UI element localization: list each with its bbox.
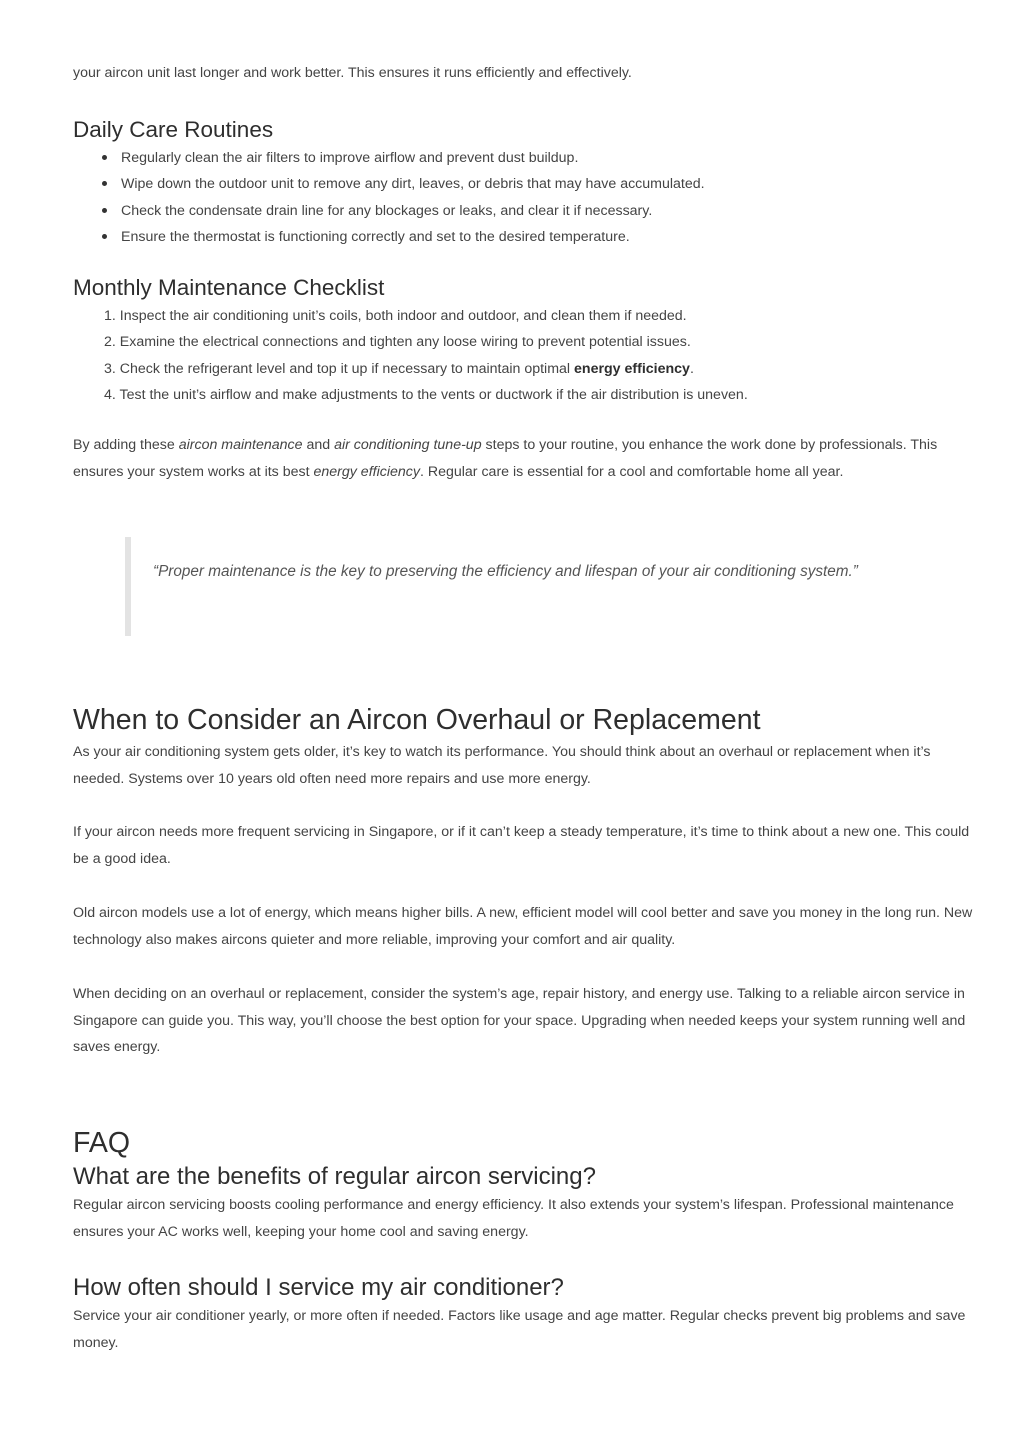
list-item: [73, 356, 978, 382]
summary-text-3: steps to your routine, you enhance the work done by professionals. This ensures your system works at its best: [73, 437, 938, 480]
quote-text: “Proper maintenance is the key to preserving the efficiency and lifespan of your air conditioning system.”: [153, 563, 858, 580]
faq-heading: FAQ: [73, 1127, 131, 1159]
overhaul-paragraph: As your air conditioning system gets older, it’s key to watch its performance. You should think about an overhaul or replacement when it’s needed. Systems over 10 years old often need more repairs and use more energy.: [73, 744, 931, 787]
summary-emphasis-1: aircon maintenance: [178, 437, 303, 453]
list-item: 1. Inspect the air conditioning unit’s coils, both indoor and outdoor, and clean them if needed.: [104, 308, 687, 324]
list-item-end: .: [689, 360, 694, 377]
faq-question: What are the benefits of regular aircon servicing?: [73, 1163, 596, 1190]
overhaul-paragraph: Old aircon models use a lot of energy, which means higher bills. A new, efficient model will cool better and save you money in the long run. New technology also makes aircons quieter and more reliable, improving your comfort and air quality.: [73, 905, 973, 948]
energy-efficiency-bold: energy efficiency: [574, 360, 690, 377]
monthly-checklist-list: [73, 303, 978, 408]
summary-text-4: . Regular care is essential for a cool and comfortable home all year.: [419, 463, 844, 480]
list-item-text: 3. Check the refrigerant level and top it up if necessary to maintain optimal: [104, 360, 575, 377]
summary-emphasis-3: energy efficiency: [313, 463, 420, 480]
list-item: Wipe down the outdoor unit to remove any dirt, leaves, or debris that may have accumulated.: [73, 171, 978, 197]
list-item: Ensure the thermostat is functioning correctly and set to the desired temperature.: [73, 224, 978, 250]
overhaul-paragraph: When deciding on an overhaul or replacement, consider the system’s age, repair history, and energy use. Talking to a reliable aircon service in Singapore can guide you. This way, you’ll choose the best option for your space. Upgrading when needed keeps your system running well and saves energy.: [73, 986, 966, 1055]
intro-paragraph-tail: your aircon unit last longer and work better. This ensures it runs efficiently and effectively.: [73, 65, 632, 81]
summary-emphasis-2: air conditioning tune-up: [334, 437, 482, 453]
overhaul-heading: When to Consider an Aircon Overhaul or Replacement: [73, 704, 761, 736]
daily-care-heading: Daily Care Routines: [73, 117, 274, 142]
faq-answer: Service your air conditioner yearly, or more often if needed. Factors like usage and age matter. Regular checks prevent big problems and save money.: [73, 1308, 966, 1351]
list-item: Regularly clean the air filters to improve airflow and prevent dust buildup.: [73, 145, 978, 171]
overhaul-paragraph: If your aircon needs more frequent servicing in Singapore, or if it can’t keep a steady temperature, it’s time to think about a new one. This could be a good idea.: [73, 824, 970, 867]
blockquote: [125, 537, 961, 636]
faq-question: How often should I service my air conditioner?: [73, 1274, 564, 1301]
summary-text-2: and: [302, 437, 335, 453]
list-item: 4. Test the unit’s airflow and make adjustments to the vents or ductwork if the air distribution is uneven.: [104, 386, 748, 403]
list-item: 2. Examine the electrical connections and tighten any loose wiring to prevent potential issues.: [104, 334, 691, 351]
summary-paragraph: [73, 432, 978, 485]
faq-answer: Regular aircon servicing boosts cooling performance and energy efficiency. It also extends your system’s lifespan. Professional maintenance ensures your AC works well, keeping your home cool and saving energy.: [73, 1197, 954, 1240]
summary-text-1: By adding these: [73, 437, 179, 453]
list-item: Check the condensate drain line for any blockages or leaks, and clear it if necessary.: [73, 198, 978, 224]
monthly-checklist-heading: Monthly Maintenance Checklist: [73, 275, 385, 300]
daily-care-list: [73, 145, 978, 250]
